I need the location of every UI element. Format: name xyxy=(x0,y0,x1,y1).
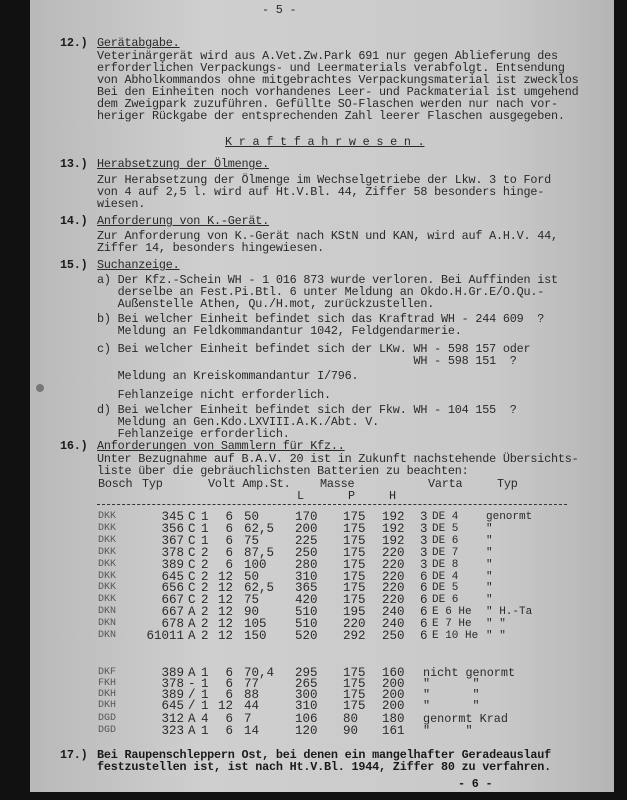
cell-L: 510 xyxy=(295,605,318,620)
section-title: Gerätabgabe. xyxy=(97,36,180,50)
table-header-H: H xyxy=(389,489,396,503)
body-line: Meldung an Kreiskommandantur I/796. xyxy=(97,369,359,383)
cell-amp: 75 xyxy=(244,533,260,548)
cell-bosch: DKK xyxy=(98,594,117,606)
cell-vc: DE 6 xyxy=(432,594,459,607)
cell-volt: 12 xyxy=(217,629,233,643)
cell-volt: 6 xyxy=(225,677,233,691)
page-number-top: - 5 - xyxy=(262,3,297,17)
cell-vc: E 6 He xyxy=(432,606,472,619)
cell-typ: " xyxy=(486,534,493,547)
cell-volt: 6 xyxy=(225,510,233,524)
cell-H: 250 xyxy=(382,629,405,643)
cell-let: A xyxy=(188,605,196,620)
cell-bosch: FKH xyxy=(98,678,117,689)
body-line: Bei den Einheiten noch vorhandenes Leer- und Packmaterial ist umgehend xyxy=(97,85,579,99)
cell-typ: " xyxy=(486,546,493,559)
cell-vn: 6 xyxy=(420,605,428,620)
cell-L: 300 xyxy=(295,688,318,702)
cell-L: 420 xyxy=(295,593,318,608)
cell-num: 356 xyxy=(161,521,184,536)
body-line: derselbe an Fest.Pi.Btl. 6 unter Meldung an Okdo.H.Gr.E/O.Qu.- xyxy=(97,285,545,299)
cell-num: 678 xyxy=(161,617,184,632)
cell-L: 225 xyxy=(295,533,318,548)
cell-bosch: DGD xyxy=(98,713,117,724)
cell-P: 175 xyxy=(343,557,366,572)
cell-num: 378 xyxy=(161,677,184,691)
cell-volt: 12 xyxy=(217,569,233,584)
cell-let: A xyxy=(188,712,196,726)
cell-bosch: DKK xyxy=(98,558,117,570)
cell-amp: 105 xyxy=(244,617,267,632)
cell-vc: E 7 He xyxy=(432,618,472,631)
section-title: Anforderungen von Sammlern für Kfz.. xyxy=(97,439,345,453)
cell-dig: 1 xyxy=(201,521,209,536)
body-line: heriger Rückgabe der entsprechenden Zahl leerer Flaschen ausgegeben. xyxy=(97,109,565,123)
cell-num: 345 xyxy=(161,510,184,524)
cell-P: 292 xyxy=(343,629,366,643)
cell-vc: DE 5 xyxy=(432,582,459,595)
body-line: liste über die gebräuchlichsten Batterien zu beachten: xyxy=(97,464,469,478)
cell-amp: 87,5 xyxy=(244,545,275,560)
cell-amp: 100 xyxy=(244,557,267,572)
cell-vn: 3 xyxy=(420,545,428,560)
cell-typ: " xyxy=(486,594,493,607)
section-heading: K r a f t f a h r w e s e n . xyxy=(225,135,425,149)
cell-vc: DE 7 xyxy=(432,546,459,559)
cell-H: 192 xyxy=(382,533,405,548)
cell-note: " " xyxy=(423,677,480,691)
cell-P: 90 xyxy=(343,723,359,738)
cell-bosch: DKK xyxy=(98,534,117,546)
cell-bosch: DKK xyxy=(98,511,117,522)
cell-L: 106 xyxy=(295,712,318,726)
cell-vc: DE 5 xyxy=(432,522,459,535)
cell-typ: " xyxy=(486,582,493,595)
cell-num: 667 xyxy=(161,605,184,620)
cell-volt: 12 xyxy=(217,593,233,608)
cell-let: C xyxy=(188,557,196,572)
cell-dig: 1 xyxy=(201,723,209,738)
cell-dig: 4 xyxy=(201,712,209,726)
cell-amp: 70,4 xyxy=(244,666,275,680)
cell-bosch: DKK xyxy=(98,522,117,534)
section-number: 14.) xyxy=(60,214,88,228)
cell-let: A xyxy=(188,629,196,643)
cell-typ: " xyxy=(486,522,493,535)
table-rule xyxy=(97,504,567,505)
cell-dig: 1 xyxy=(201,688,209,702)
cell-amp: 50 xyxy=(244,569,260,584)
cell-volt: 6 xyxy=(225,557,233,572)
table-header-L: L xyxy=(297,489,304,503)
cell-num: 389 xyxy=(161,557,184,572)
cell-amp: 7 xyxy=(244,712,252,726)
cell-P: 175 xyxy=(343,510,366,524)
cell-vn: 6 xyxy=(420,569,428,584)
cell-bosch: DKK xyxy=(98,570,117,582)
body-line: b) Bei welcher Einheit befindet sich das Kraftrad WH - 244 609 ? xyxy=(97,312,545,326)
cell-let: C xyxy=(188,569,196,584)
cell-H: 200 xyxy=(382,699,405,713)
cell-dig: 2 xyxy=(201,629,209,643)
cell-vc: DE 4 xyxy=(432,511,459,523)
page-number-bottom: - 6 - xyxy=(458,777,493,791)
cell-bosch: DKF xyxy=(98,667,117,678)
cell-bosch: DKH xyxy=(98,700,117,711)
body-line: Bei Raupenschleppern Ost, bei denen ein mangelhafter Geradeauslauf xyxy=(97,748,552,762)
cell-volt: 12 xyxy=(217,581,233,596)
cell-vn: 3 xyxy=(420,510,428,524)
cell-let: C xyxy=(188,545,196,560)
cell-let: / xyxy=(188,688,196,702)
cell-L: 200 xyxy=(295,521,318,536)
section-title: Suchanzeige. xyxy=(97,258,180,272)
cell-vc: DE 6 xyxy=(432,534,459,547)
table-header-typ2: Typ xyxy=(497,477,518,491)
cell-let: A xyxy=(188,723,196,738)
cell-amp: 62,5 xyxy=(244,521,275,536)
cell-L: 265 xyxy=(295,677,318,691)
cell-L: 170 xyxy=(295,510,318,524)
cell-dig: 2 xyxy=(201,557,209,572)
cell-H: 240 xyxy=(382,617,405,632)
cell-volt: 6 xyxy=(225,712,233,726)
section-number: 12.) xyxy=(60,36,88,50)
cell-vc: DE 8 xyxy=(432,558,459,571)
cell-P: 175 xyxy=(343,581,366,596)
cell-note: nicht genormt xyxy=(423,666,516,680)
body-line: Meldung an Gen.Kdo.LXVIII.A.K./Abt. V. xyxy=(97,415,380,429)
body-line: erforderlichen Verpackungs- und Leermaterials verabfolgt. Entsendung xyxy=(97,61,565,75)
cell-num: 61011 xyxy=(146,629,184,643)
cell-let: C xyxy=(188,581,196,596)
cell-typ: " " xyxy=(486,630,506,642)
cell-L: 365 xyxy=(295,581,318,596)
cell-P: 175 xyxy=(343,593,366,608)
cell-dig: 2 xyxy=(201,569,209,584)
cell-dig: 1 xyxy=(201,666,209,680)
body-line: wiesen. xyxy=(97,197,146,211)
cell-L: 295 xyxy=(295,666,318,680)
cell-amp: 90 xyxy=(244,605,260,620)
cell-num: 645 xyxy=(161,699,184,713)
cell-dig: 2 xyxy=(201,617,209,632)
cell-amp: 44 xyxy=(244,699,260,713)
cell-L: 310 xyxy=(295,699,318,713)
cell-vn: 6 xyxy=(420,629,428,643)
cell-vn: 3 xyxy=(420,521,428,536)
cell-volt: 12 xyxy=(217,605,233,620)
cell-typ: " H.-Ta xyxy=(486,606,533,619)
section-title: Anforderung von K.-Gerät. xyxy=(97,214,269,228)
cell-volt: 6 xyxy=(225,723,233,738)
cell-vn: 6 xyxy=(420,593,428,608)
body-line: WH - 598 151 ? xyxy=(97,354,517,368)
cell-L: 120 xyxy=(295,723,318,738)
cell-bosch: DKH xyxy=(98,689,117,700)
cell-amp: 62,5 xyxy=(244,581,275,596)
cell-dig: 1 xyxy=(201,533,209,548)
cell-volt: 12 xyxy=(217,699,233,713)
cell-L: 510 xyxy=(295,617,318,632)
cell-H: 200 xyxy=(382,677,405,691)
cell-H: 220 xyxy=(382,593,405,608)
cell-P: 175 xyxy=(343,688,366,702)
cell-typ: " xyxy=(486,570,493,583)
cell-num: 645 xyxy=(161,569,184,584)
table-header-bosch: Bosch xyxy=(98,477,133,491)
body-line: Veterinärgerät wird aus A.Vet.Zw.Park 691 nur gegen Ablieferung des xyxy=(97,49,558,63)
body-line: festzustellen ist, ist nach Ht.V.Bl. 1944, Ziffer 80 zu verfahren. xyxy=(97,760,552,774)
table-header-typ: Typ xyxy=(142,477,163,491)
cell-typ: " xyxy=(486,558,493,571)
cell-bosch: DKN xyxy=(98,630,117,641)
cell-bosch: DKK xyxy=(98,546,117,558)
cell-dig: 1 xyxy=(201,699,209,713)
cell-P: 175 xyxy=(343,699,366,713)
cell-bosch: DGD xyxy=(98,724,117,736)
cell-H: 220 xyxy=(382,545,405,560)
body-line: a) Der Kfz.-Schein WH - 1 016 873 wurde verloren. Bei Auffinden ist xyxy=(97,273,558,287)
cell-let: A xyxy=(188,617,196,632)
cell-vn: 6 xyxy=(420,581,428,596)
body-line: Unter Bezugnahme auf B.A.V. 20 ist in Zukunft nachstehende Übersichts- xyxy=(97,452,579,466)
cell-H: 200 xyxy=(382,688,405,702)
cell-H: 192 xyxy=(382,510,405,524)
cell-let: A xyxy=(188,666,196,680)
cell-L: 250 xyxy=(295,545,318,560)
body-line: Zur Anforderung von K.-Gerät nach KStN und KAN, wird auf A.H.V. 44, xyxy=(97,229,558,243)
cell-vc: DE 4 xyxy=(432,570,459,583)
cell-let: C xyxy=(188,533,196,548)
cell-dig: 2 xyxy=(201,545,209,560)
cell-dig: 2 xyxy=(201,605,209,620)
body-line: dem Zweigpark zuzuführen. Gefüllte SO-Flaschen werden nur nach vor- xyxy=(97,97,558,111)
cell-amp: 50 xyxy=(244,510,260,524)
cell-P: 175 xyxy=(343,521,366,536)
cell-H: 180 xyxy=(382,712,405,726)
table-header-volt-amp: Volt Amp.St. xyxy=(208,477,291,491)
section-number: 13.) xyxy=(60,157,88,171)
body-line: d) Bei welcher Einheit befindet sich der Fkw. WH - 104 155 ? xyxy=(97,403,517,417)
cell-L: 280 xyxy=(295,557,318,572)
cell-P: 80 xyxy=(343,712,359,726)
cell-note: " " xyxy=(423,699,480,713)
cell-num: 667 xyxy=(161,593,184,608)
cell-volt: 6 xyxy=(225,521,233,536)
cell-P: 175 xyxy=(343,569,366,584)
cell-bosch: DKN xyxy=(98,606,117,618)
cell-dig: 2 xyxy=(201,581,209,596)
cell-typ: genormt xyxy=(486,511,533,523)
cell-amp: 75 xyxy=(244,593,260,608)
cell-num: 367 xyxy=(161,533,184,548)
cell-typ: " " xyxy=(486,618,506,631)
cell-H: 220 xyxy=(382,569,405,584)
cell-dig: 1 xyxy=(201,677,209,691)
cell-num: 312 xyxy=(161,712,184,726)
section-number: 16.) xyxy=(60,439,88,453)
cell-L: 310 xyxy=(295,569,318,584)
cell-volt: 12 xyxy=(217,617,233,632)
cell-L: 520 xyxy=(295,629,318,643)
cell-bosch: DKK xyxy=(98,582,117,594)
cell-H: 160 xyxy=(382,666,405,680)
cell-volt: 6 xyxy=(225,666,233,680)
cell-num: 323 xyxy=(161,723,184,738)
cell-vn: 6 xyxy=(420,617,428,632)
cell-dig: 2 xyxy=(201,593,209,608)
body-line: Zur Herabsetzung der Ölmenge im Wechselgetriebe der Lkw. 3 to Ford xyxy=(97,173,552,187)
cell-volt: 6 xyxy=(225,533,233,548)
cell-P: 175 xyxy=(343,545,366,560)
cell-vc: E 10 He xyxy=(432,630,479,642)
cell-let: - xyxy=(188,677,196,691)
cell-P: 195 xyxy=(343,605,366,620)
cell-note: " " xyxy=(423,723,473,738)
cell-dig: 1 xyxy=(201,510,209,524)
body-line: Fehlanzeige erforderlich. xyxy=(97,427,290,441)
section-number: 17.) xyxy=(60,748,88,762)
cell-P: 175 xyxy=(343,666,366,680)
body-line: c) Bei welcher Einheit befindet sich der LKw. WH - 598 157 oder xyxy=(97,342,531,356)
cell-note: genormt Krad xyxy=(423,712,508,726)
body-line: Außenstelle Athen, Qu./H.mot, zurückzustellen. xyxy=(97,297,435,311)
cell-vn: 3 xyxy=(420,557,428,572)
cell-num: 378 xyxy=(161,545,184,560)
cell-H: 192 xyxy=(382,521,405,536)
punch-hole xyxy=(36,384,44,392)
cell-amp: 88 xyxy=(244,688,260,702)
cell-num: 389 xyxy=(161,688,184,702)
cell-volt: 6 xyxy=(225,688,233,702)
cell-note: " " xyxy=(423,688,480,702)
cell-P: 175 xyxy=(343,533,366,548)
body-line: von 4 auf 2,5 l. wird auf Ht.V.Bl. 44, Ziffer 58 besonders hinge- xyxy=(97,185,545,199)
cell-H: 220 xyxy=(382,557,405,572)
cell-amp: 150 xyxy=(244,629,267,643)
cell-volt: 6 xyxy=(225,545,233,560)
section-number: 15.) xyxy=(60,258,88,272)
cell-H: 220 xyxy=(382,581,405,596)
body-line: Meldung an Feldkommandantur 1042, Feldgendarmerie. xyxy=(97,324,462,338)
cell-H: 161 xyxy=(382,723,405,738)
table-header-masse: Masse xyxy=(320,477,355,491)
cell-let: / xyxy=(188,699,196,713)
cell-num: 389 xyxy=(161,666,184,680)
cell-amp: 77 xyxy=(244,677,260,691)
body-line: Ziffer 14, besonders hingewiesen. xyxy=(97,241,325,255)
body-line: Fehlanzeige nicht erforderlich. xyxy=(97,388,331,402)
cell-bosch: DKN xyxy=(98,618,117,630)
table-header-varta: Varta xyxy=(428,477,463,491)
body-line: von Abholkommandos ohne mitgebrachtes Verpackungsmaterial ist zwecklos xyxy=(97,73,579,87)
cell-H: 240 xyxy=(382,605,405,620)
cell-amp: 14 xyxy=(244,723,260,738)
cell-let: C xyxy=(188,510,196,524)
cell-P: 175 xyxy=(343,677,366,691)
section-title: Herabsetzung der Ölmenge. xyxy=(97,157,269,171)
table-header-P: P xyxy=(348,489,355,503)
cell-let: C xyxy=(188,593,196,608)
cell-let: C xyxy=(188,521,196,536)
cell-P: 220 xyxy=(343,617,366,632)
cell-vn: 3 xyxy=(420,533,428,548)
cell-num: 656 xyxy=(161,581,184,596)
